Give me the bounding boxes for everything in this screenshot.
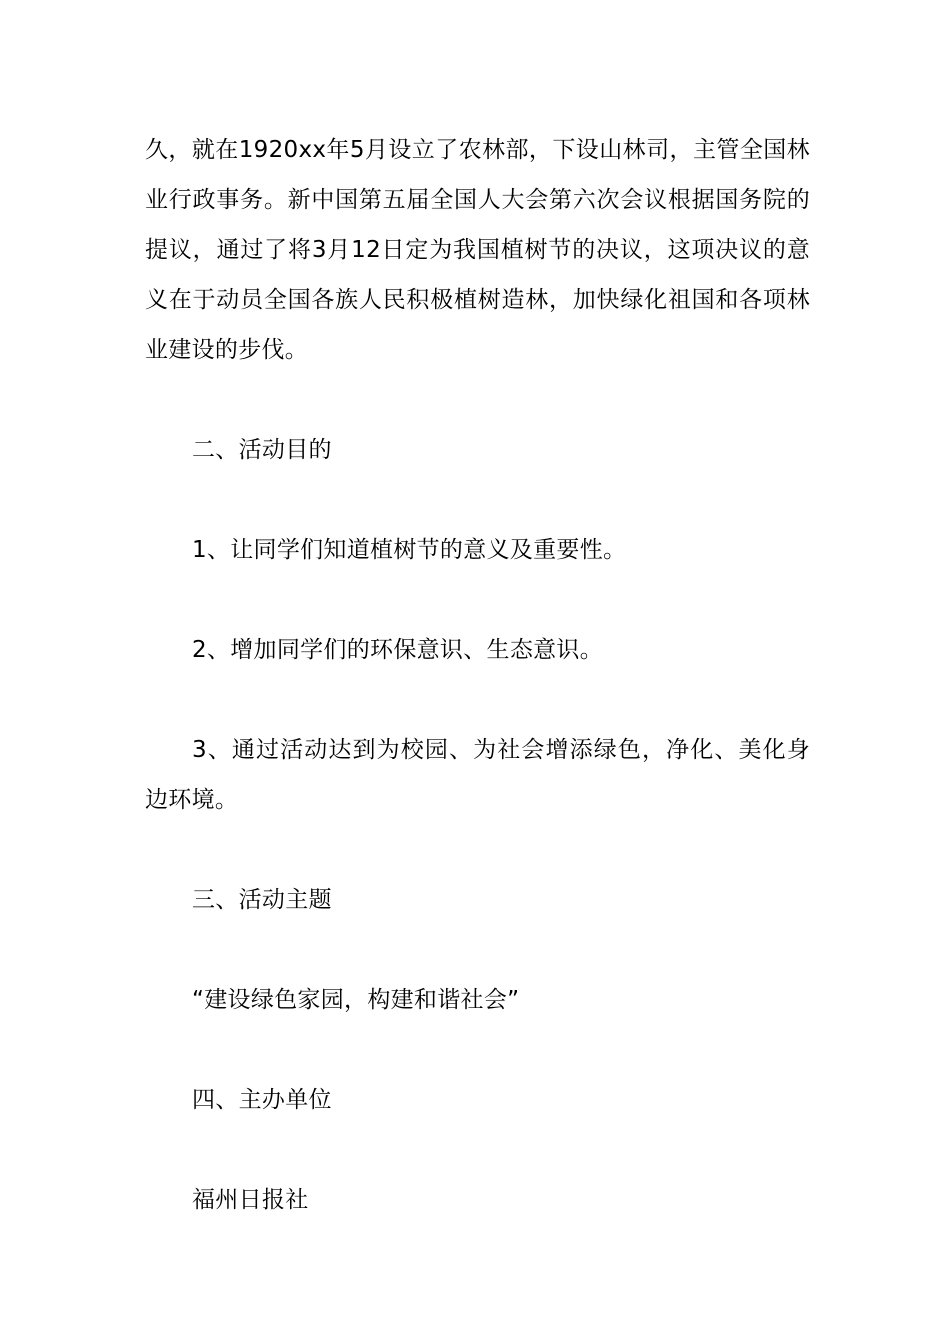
spacer — [145, 825, 810, 875]
spacer — [145, 375, 810, 425]
section-heading-organizer: 四、主办单位 — [192, 1087, 332, 1113]
goal-item-2: 2、增加同学们的环保意识、生态意识。 — [192, 637, 604, 663]
spacer — [145, 925, 810, 975]
spacer — [145, 575, 810, 625]
goal-item-1: 1、让同学们知道植树节的意义及重要性。 — [192, 537, 627, 563]
intro-paragraph: 久，就在1920xx年5月设立了农林部，下设山林司，主管全国林业行政事务。新中国第五届全国人大会第六次会议根据国务院的提议，通过了将3月12日定为我国植树节的决议，这项决议的意义在于动员全国各族人民积极植树造林，加快绿化祖国和各项林业建设的步伐。 — [145, 137, 810, 363]
spacer — [145, 1025, 810, 1075]
document-body — [145, 125, 810, 1225]
spacer — [145, 475, 810, 525]
spacer — [145, 675, 810, 725]
goal-item-3: 3、通过活动达到为校园、为社会增添绿色，净化、美化身边环境。 — [145, 737, 810, 813]
section-heading-goals: 二、活动目的 — [192, 437, 332, 463]
theme-text: “建设绿色家园，构建和谐社会” — [192, 987, 520, 1013]
section-heading-theme: 三、活动主题 — [192, 887, 332, 913]
organizer-name: 福州日报社 — [192, 1187, 309, 1213]
spacer — [145, 1125, 810, 1175]
